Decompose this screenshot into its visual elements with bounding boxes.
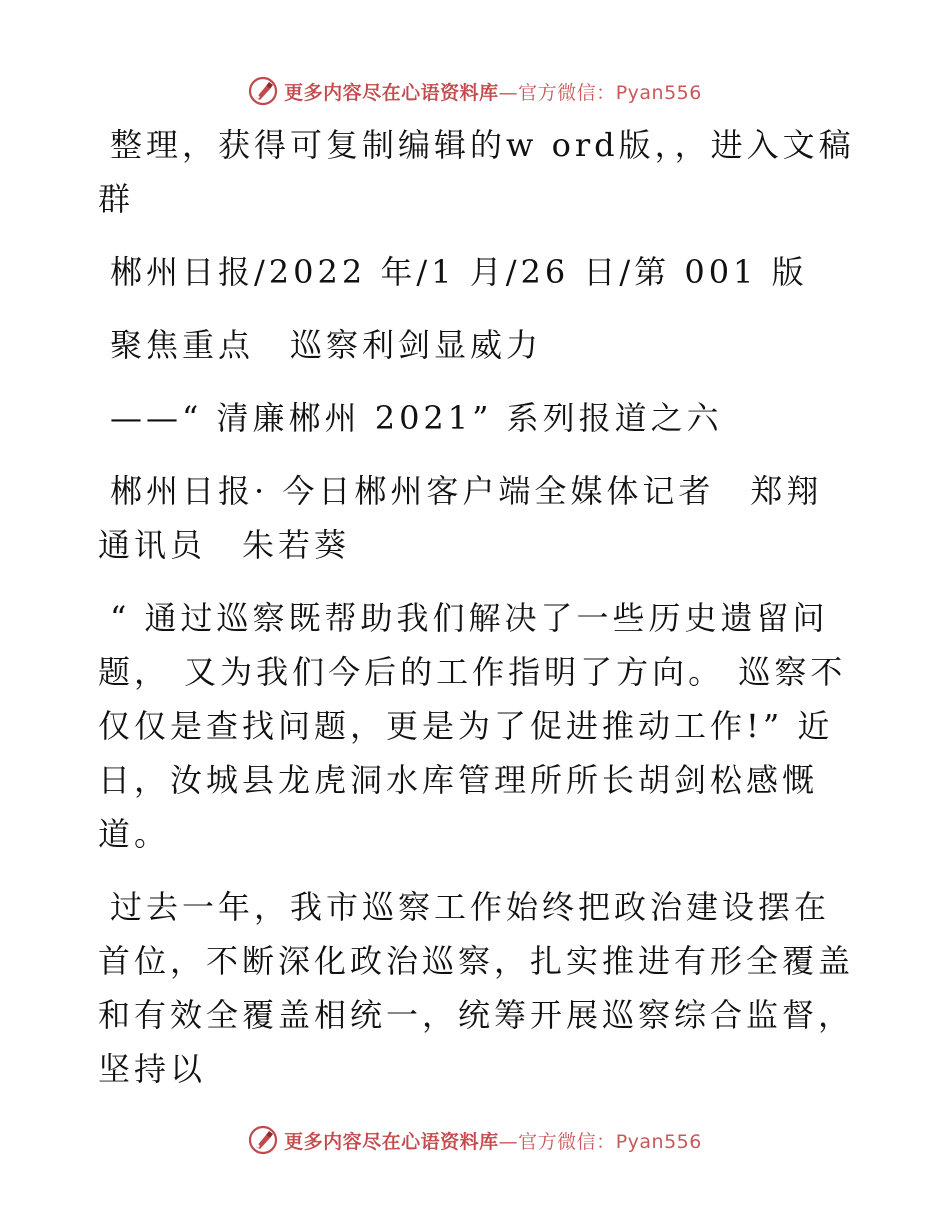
intro-line: 整理，获得可复制编辑的w ord版，，进入文稿群 bbox=[98, 126, 855, 218]
banner-dash: — bbox=[498, 1130, 519, 1153]
banner-text bbox=[284, 1127, 702, 1154]
banner-brand-text: 更多内容尽在心语资料库 bbox=[284, 1130, 499, 1153]
banner-wechat-id: Pyan556 bbox=[615, 81, 702, 104]
pen-nib-logo-icon bbox=[248, 76, 278, 106]
header-watermark-banner bbox=[0, 71, 950, 111]
banner-brand-text: 更多内容尽在心语资料库 bbox=[284, 81, 499, 104]
source-line: 郴州日报/2022 年/1 月/26 日/第 001 版 bbox=[110, 253, 808, 291]
body-paragraph: 过去一年，我市巡察工作始终把政治建设摆在首位，不断深化政治巡察，扎实推进有形全覆盖和有效全覆盖相统一，统筹开展巡察综合监督，坚持以 bbox=[98, 888, 855, 1088]
banner-wechat-id: Pyan556 bbox=[615, 1130, 702, 1153]
article-title: 聚焦重点 巡察利剑显威力 bbox=[110, 326, 543, 364]
banner-official-label: 官方微信： bbox=[518, 81, 616, 104]
document-body bbox=[98, 118, 858, 1115]
article-subtitle: ——“ 清廉郴州 2021” 系列报道之六 bbox=[110, 399, 723, 437]
footer-watermark-banner bbox=[0, 1120, 950, 1160]
pen-nib-logo-icon bbox=[248, 1125, 278, 1155]
banner-dash: — bbox=[498, 81, 519, 104]
banner-official-label: 官方微信： bbox=[518, 1130, 616, 1153]
body-paragraph: “ 通过巡察既帮助我们解决了一些历史遗留问题， 又为我们今后的工作指明了方向。 巡察不仅仅是查找问题，更是为了促进推动工作!” 近日，汝城县龙虎洞水库管理所所长胡剑松感慨道。 bbox=[98, 599, 847, 853]
banner-text bbox=[284, 78, 702, 105]
byline: 郴州日报· 今日郴州客户端全媒体记者 郑翔 通讯员 朱若葵 bbox=[98, 472, 859, 564]
